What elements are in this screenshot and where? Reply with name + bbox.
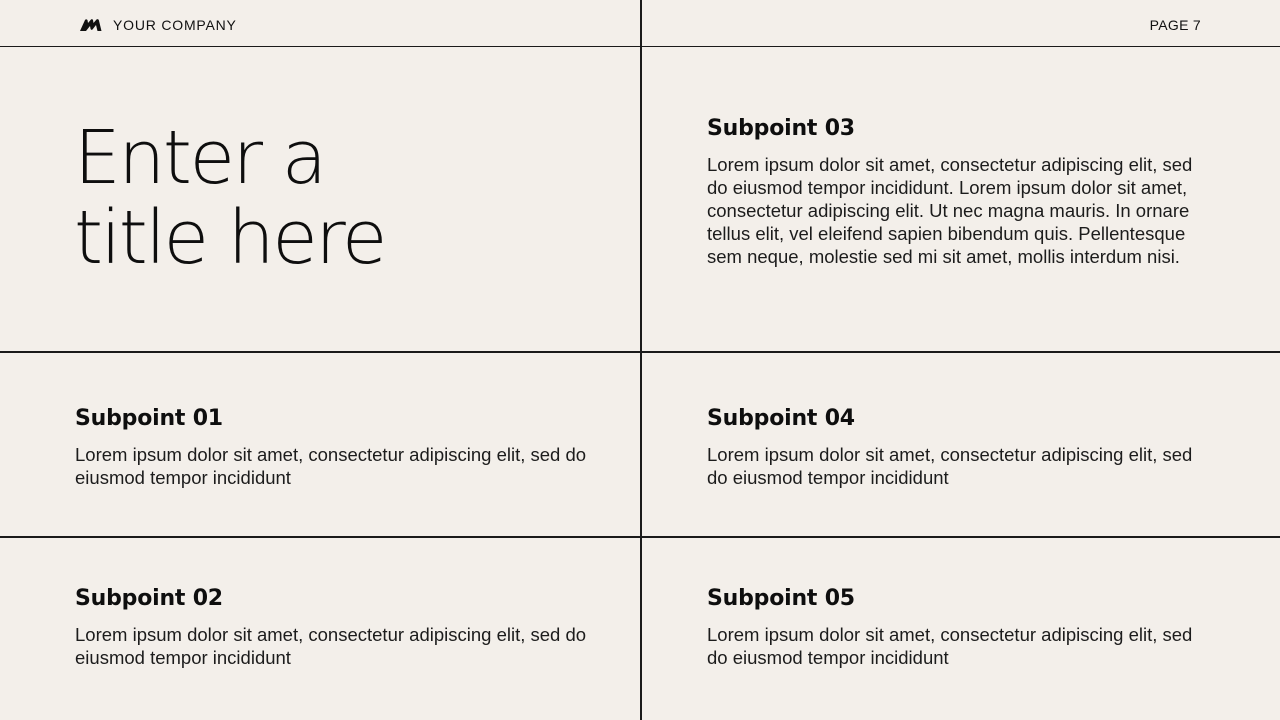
subpoint-heading: Subpoint 01 bbox=[75, 406, 223, 431]
subpoint-heading: Subpoint 02 bbox=[75, 586, 223, 611]
subpoint-text: Lorem ipsum dolor sit amet, consectetur adipiscing elit, sed do eiusmod tempor incididunt bbox=[75, 624, 587, 668]
title-line-2: title here bbox=[74, 195, 385, 281]
subpoint-03 bbox=[707, 115, 1197, 268]
subpoint-04 bbox=[707, 405, 1197, 489]
company-logo-icon bbox=[79, 17, 103, 33]
subpoint-heading: Subpoint 05 bbox=[707, 586, 855, 611]
vertical-divider bbox=[640, 0, 642, 720]
company-name: YOUR COMPANY bbox=[113, 17, 237, 33]
subpoint-text: Lorem ipsum dolor sit amet, consectetur adipiscing elit, sed do eiusmod tempor incididunt bbox=[707, 624, 1193, 668]
row-divider-1 bbox=[0, 351, 1280, 353]
subpoint-text: Lorem ipsum dolor sit amet, consectetur adipiscing elit, sed do eiusmod tempor incididunt bbox=[707, 444, 1193, 488]
subpoint-02 bbox=[75, 585, 605, 669]
subpoint-text: Lorem ipsum dolor sit amet, consectetur adipiscing elit, sed do eiusmod tempor incididunt. Lorem ipsum dolor sit amet, consectetur adipiscing elit. Ut nec magna mauris. In ornare tellus elit, vel eleifend sapien bibendum quis. Pellentesque sem neque, molestie sed mi sit amet, mollis interdum nisi. bbox=[707, 154, 1193, 267]
header-divider bbox=[0, 46, 1280, 47]
row-divider-2 bbox=[0, 536, 1280, 538]
subpoint-text: Lorem ipsum dolor sit amet, consectetur adipiscing elit, sed do eiusmod tempor incididunt bbox=[75, 444, 587, 488]
subpoint-heading: Subpoint 03 bbox=[707, 116, 855, 141]
page-title bbox=[74, 115, 614, 281]
subpoint-heading: Subpoint 04 bbox=[707, 406, 855, 431]
title-line-1: Enter a bbox=[74, 115, 325, 201]
company-logo bbox=[79, 17, 237, 33]
subpoint-05 bbox=[707, 585, 1197, 669]
subpoint-01 bbox=[75, 405, 605, 489]
page-number: PAGE 7 bbox=[1149, 17, 1201, 33]
